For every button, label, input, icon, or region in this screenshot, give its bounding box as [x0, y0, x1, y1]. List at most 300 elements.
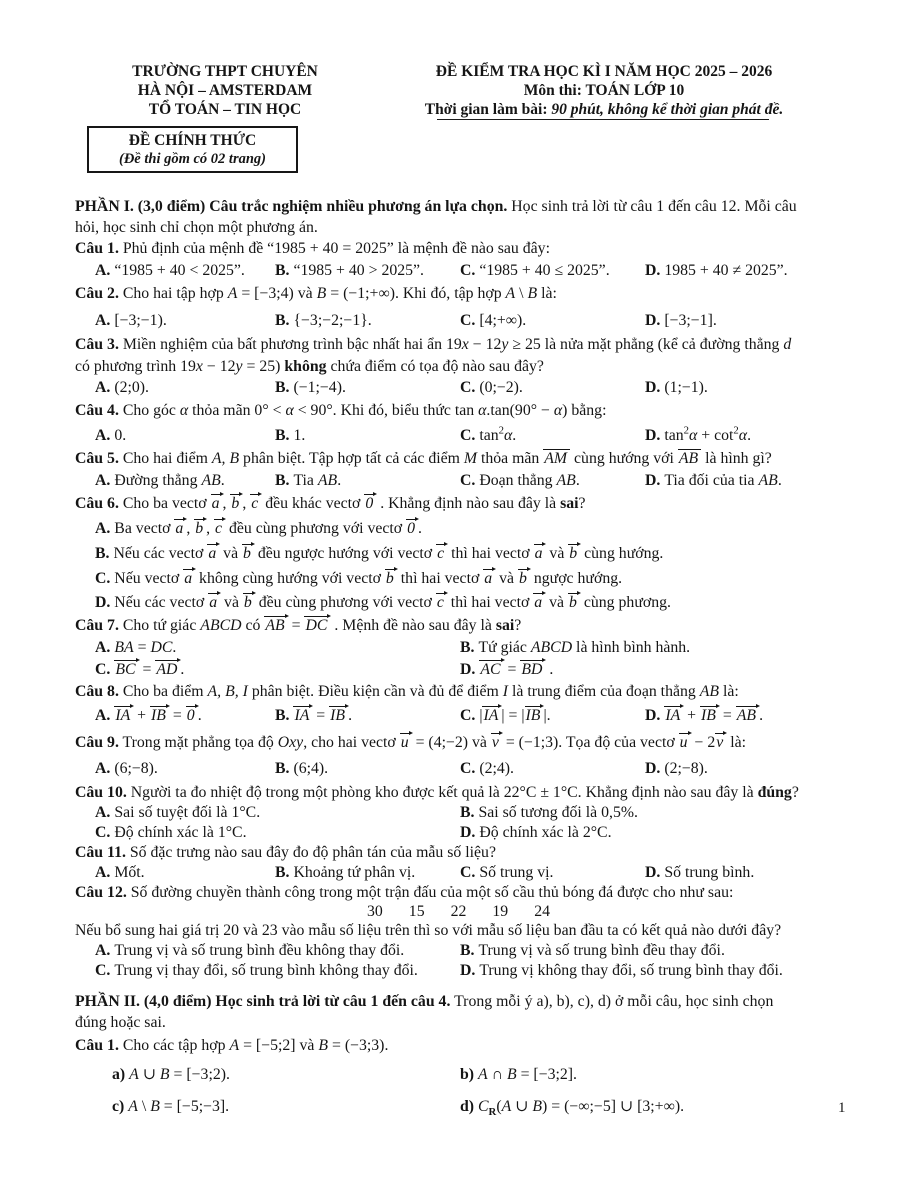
text-segment: (6;−8).	[114, 760, 158, 777]
text-segment: thì hai vectơ	[447, 545, 534, 562]
text-segment: .	[180, 661, 185, 678]
q4-options	[75, 423, 846, 448]
text-segment: là:	[726, 734, 747, 751]
text-segment: b	[518, 569, 530, 587]
text-segment: C	[478, 1098, 489, 1115]
school-name-line1: TRƯỜNG THPT CHUYÊN	[132, 63, 318, 80]
text-segment: là:	[719, 683, 739, 700]
data-value: 30	[367, 903, 383, 920]
text-segment: BA	[114, 639, 134, 656]
text-segment: (	[496, 1098, 502, 1115]
text-segment: B.	[275, 864, 294, 881]
option-cell	[275, 377, 460, 398]
option-cell	[95, 307, 275, 334]
text-segment: a	[208, 593, 220, 611]
text-segment: Cho tứ giác	[118, 617, 201, 634]
part2-intro-line2	[75, 1012, 846, 1033]
text-segment: α	[478, 402, 487, 419]
text-segment: Cho hai tập hợp	[118, 285, 228, 302]
exam-title: ĐỀ KIỂM TRA HỌC KÌ I NĂM HỌC 2025 – 2026	[435, 63, 773, 80]
text-segment: D.	[95, 594, 111, 611]
text-segment: a	[207, 544, 219, 562]
text-segment: IA	[664, 706, 683, 724]
text-segment: =	[133, 639, 151, 656]
option-cell	[275, 470, 460, 492]
text-segment: + cot	[697, 427, 734, 444]
text-segment: PHẦN II. (4,0 điểm) Học sinh trả lời từ câu 1 đến câu 4.	[75, 993, 451, 1010]
text-segment: Cho ba vectơ	[118, 495, 211, 512]
text-segment: Trong mặt phẳng tọa độ	[118, 734, 278, 751]
document-body	[75, 196, 846, 1123]
text-segment: ABCD	[530, 639, 573, 656]
option-cell	[460, 470, 645, 492]
text-segment: .	[759, 707, 764, 724]
text-segment: A.	[95, 804, 115, 821]
text-segment: 0	[406, 519, 418, 537]
official-exam-subtitle: (Đề thi gồm có 02 trang)	[118, 151, 266, 167]
text-segment: hỏi, học sinh chỉ chọn một phương án.	[75, 219, 318, 236]
q12-options-cd	[75, 961, 846, 981]
text-segment: B	[318, 1037, 329, 1054]
text-segment: 2	[733, 424, 739, 437]
text-segment: ,	[186, 520, 195, 537]
text-segment: Câu 1.	[75, 240, 119, 257]
text-segment: y	[501, 336, 509, 353]
text-segment: b	[194, 519, 206, 537]
text-segment: có phương trình 19	[75, 358, 196, 375]
q2-options	[75, 307, 846, 334]
p2-q1-stem	[75, 1033, 846, 1059]
text-segment: |	[479, 707, 483, 724]
text-segment: AB	[317, 472, 338, 489]
option-cell	[95, 377, 275, 398]
text-segment: .	[418, 520, 422, 537]
text-segment: Miền nghiệm của bất phương trình bậc nhất hai ẩn 19	[118, 336, 462, 353]
q7-options-ab	[75, 637, 846, 659]
text-segment: B.	[275, 760, 294, 777]
q8-stem	[75, 681, 846, 703]
text-segment: c	[214, 519, 225, 537]
text-segment: không	[284, 358, 327, 375]
text-segment: Cho góc	[118, 402, 180, 419]
q9-stem	[75, 729, 846, 756]
text-segment: C.	[460, 312, 480, 329]
text-segment: \	[137, 1098, 151, 1115]
text-segment: 0	[186, 706, 198, 724]
text-segment: Câu 2.	[75, 285, 119, 302]
text-segment: − 2	[690, 734, 716, 751]
text-segment: A.	[95, 864, 115, 881]
text-segment: D.	[460, 824, 480, 841]
text-segment: .	[197, 707, 202, 724]
text-segment: D.	[645, 760, 665, 777]
q8-options	[75, 703, 846, 729]
text-segment: đúng hoặc sai.	[75, 1014, 166, 1031]
text-segment: = (4;−2) và	[411, 734, 491, 751]
official-exam-title: ĐỀ CHÍNH THỨC	[128, 132, 257, 149]
text-segment: b	[230, 494, 242, 512]
option-cell	[460, 803, 846, 823]
q6-option-a	[75, 516, 846, 541]
text-segment: .	[545, 661, 554, 678]
q2-stem	[75, 281, 846, 307]
text-segment: = 25)	[242, 358, 285, 375]
option-cell	[112, 1091, 460, 1123]
text-segment: α	[179, 402, 189, 419]
official-exam-box	[87, 126, 298, 173]
text-segment: B	[316, 285, 327, 302]
text-segment: Cho ba điểm	[118, 683, 208, 700]
text-segment: .	[220, 472, 225, 489]
text-segment: A.	[95, 520, 111, 537]
text-segment: cùng hướng.	[580, 545, 664, 562]
text-segment: Độ chính xác là 2°C.	[479, 824, 612, 841]
text-segment: phân biệt. Điều kiện cần và đủ để điểm	[247, 683, 503, 700]
q12-options-ab	[75, 941, 846, 961]
q3-stem-line1	[75, 334, 846, 356]
text-segment: b)	[460, 1066, 478, 1083]
text-segment: .	[575, 472, 580, 489]
q10-stem	[75, 782, 846, 803]
text-segment: Độ chính xác là 1°C.	[114, 824, 247, 841]
text-segment: D.	[645, 472, 665, 489]
q7-options-cd	[75, 659, 846, 681]
text-segment: Đoạn thẳng	[479, 472, 557, 489]
q1-stem	[75, 238, 846, 260]
text-segment: B	[527, 285, 538, 302]
option-cell	[460, 1091, 846, 1123]
text-segment: C.	[460, 262, 480, 279]
text-segment: =	[312, 707, 330, 724]
text-segment: IB	[329, 706, 348, 724]
text-segment: v	[715, 733, 726, 751]
option-cell	[645, 470, 846, 492]
text-segment: =	[287, 617, 305, 634]
text-segment: A.	[95, 312, 115, 329]
text-segment: và	[219, 545, 243, 562]
text-segment: B	[506, 1066, 517, 1083]
text-segment: < 90°. Khi đó, biểu thức tan	[293, 402, 479, 419]
text-segment: B.	[460, 804, 479, 821]
q12-note	[75, 921, 846, 941]
option-cell	[460, 377, 645, 398]
option-cell	[460, 941, 846, 961]
text-segment: [4;+∞).	[479, 312, 527, 329]
part1-intro-line2	[75, 217, 846, 238]
text-segment: A	[505, 285, 516, 302]
text-segment: AM	[543, 449, 570, 467]
text-segment: ngược hướng.	[529, 570, 623, 587]
option-cell	[460, 703, 645, 729]
text-segment: 1985 + 40 ≠ 2025”.	[664, 262, 788, 279]
text-segment: A, B	[211, 450, 240, 467]
text-segment: v	[491, 733, 502, 751]
text-segment: AC	[479, 660, 503, 678]
text-segment: Câu 11.	[75, 844, 126, 861]
text-segment: 0.	[114, 427, 127, 444]
text-segment: = [−3;4) và	[237, 285, 317, 302]
text-segment: .	[337, 472, 342, 489]
text-segment: A.	[95, 472, 115, 489]
text-segment: C.	[460, 472, 480, 489]
text-segment: đúng	[757, 784, 792, 801]
q6-option-b	[75, 541, 846, 566]
text-segment: sai	[560, 495, 579, 512]
text-segment: 2	[683, 424, 689, 437]
text-segment: A	[501, 1098, 512, 1115]
text-segment: = [−5;−3].	[159, 1098, 230, 1115]
text-segment: a	[533, 593, 545, 611]
text-segment: D.	[645, 427, 665, 444]
text-segment: B.	[95, 545, 110, 562]
text-segment: b	[568, 593, 580, 611]
text-segment: ABCD	[200, 617, 242, 634]
text-segment: A.	[95, 639, 115, 656]
text-segment: Câu 12.	[75, 884, 127, 901]
text-segment: A.	[95, 427, 115, 444]
text-segment: AB	[758, 472, 778, 489]
text-segment: ,	[206, 520, 215, 537]
text-segment: C.	[460, 760, 480, 777]
option-cell	[645, 260, 846, 281]
text-segment: IB	[150, 706, 169, 724]
text-segment: là:	[537, 285, 557, 302]
text-segment: Cho các tập hợp	[118, 1037, 230, 1054]
text-segment: (2;0).	[114, 379, 149, 396]
text-segment: B	[150, 1098, 160, 1115]
text-segment: c	[436, 544, 447, 562]
text-segment: α	[285, 402, 294, 419]
text-segment: và	[220, 594, 243, 611]
option-cell	[95, 803, 460, 823]
text-segment: C.	[95, 570, 111, 587]
q5-options	[75, 470, 846, 492]
q12-data-values	[75, 903, 846, 921]
q5-stem	[75, 448, 846, 470]
q11-stem	[75, 843, 846, 863]
text-segment: DC	[304, 616, 330, 634]
text-segment: Trung vị và số trung bình đều không thay đổi.	[114, 942, 405, 959]
text-segment: d)	[460, 1098, 478, 1115]
text-segment: .	[512, 427, 517, 444]
text-segment: Oxy	[277, 734, 304, 751]
text-segment: Số đường chuyền thành công trong một trận đấu của một số cầu thủ bóng đá được cho như sau:	[126, 884, 734, 901]
text-segment: là trung điểm của đoạn thẳng	[508, 683, 700, 700]
option-cell	[95, 260, 275, 281]
data-value: 22	[450, 903, 467, 920]
text-segment: u	[400, 733, 412, 751]
text-segment: A, B, I	[207, 683, 248, 700]
text-segment: =	[168, 707, 186, 724]
text-segment: Mốt.	[114, 864, 145, 881]
text-segment: đều cùng phương với vectơ	[225, 520, 407, 537]
option-cell	[460, 637, 846, 659]
text-segment: A	[128, 1098, 138, 1115]
q3-stem-line2	[75, 356, 846, 377]
option-cell	[460, 823, 846, 843]
text-segment: Câu 1.	[75, 1037, 119, 1054]
text-segment: IA	[482, 706, 501, 724]
text-segment: {−3;−2;−1}.	[293, 312, 372, 329]
text-segment: A	[129, 1066, 139, 1083]
data-value: 15	[408, 903, 425, 920]
text-segment: B	[532, 1098, 543, 1115]
text-segment: C.	[95, 962, 115, 979]
text-segment: (2;−8).	[664, 760, 708, 777]
text-segment: và	[545, 594, 569, 611]
text-segment: ∩	[487, 1066, 507, 1083]
text-segment: B.	[460, 942, 479, 959]
text-segment: “1985 + 40 > 2025”.	[293, 262, 425, 279]
text-segment: Câu 7.	[75, 617, 119, 634]
text-segment: B.	[275, 472, 294, 489]
text-segment: x	[461, 336, 469, 353]
text-segment: C.	[460, 707, 480, 724]
text-segment: không cùng hướng với vectơ	[195, 570, 385, 587]
option-cell	[645, 377, 846, 398]
text-segment: ?	[514, 617, 522, 634]
text-segment: M	[463, 450, 478, 467]
q4-stem	[75, 398, 846, 423]
text-segment: = (−3;3).	[328, 1037, 389, 1054]
text-segment: |.	[543, 707, 551, 724]
text-segment: c)	[112, 1098, 129, 1115]
text-segment: IB	[700, 706, 719, 724]
option-cell	[95, 703, 275, 729]
q6-stem	[75, 492, 846, 516]
text-segment: A	[227, 285, 238, 302]
text-segment: α	[504, 427, 513, 444]
text-segment: A	[229, 1037, 240, 1054]
text-segment: .	[348, 707, 353, 724]
text-segment: đều ngược hướng với vectơ	[253, 545, 437, 562]
text-segment: b	[243, 593, 255, 611]
text-segment: ?	[791, 784, 799, 801]
text-segment: cùng hướng với	[570, 450, 678, 467]
text-segment: Nếu các vectơ	[109, 545, 208, 562]
text-segment: AD	[155, 660, 180, 678]
text-segment: − 12	[468, 336, 502, 353]
text-segment: Câu 6.	[75, 495, 119, 512]
text-segment: A.	[95, 262, 115, 279]
p2-q1-options-cd	[75, 1091, 846, 1123]
exam-time-line	[356, 100, 852, 119]
text-segment: tan	[664, 427, 684, 444]
text-segment: AB	[678, 449, 701, 467]
text-segment: thì hai vectơ	[446, 594, 534, 611]
text-segment: DC	[150, 639, 173, 656]
text-segment: D.	[645, 379, 665, 396]
text-segment: B	[159, 1066, 170, 1083]
text-segment: D.	[645, 312, 665, 329]
text-segment: C.	[95, 824, 115, 841]
text-segment: (1;−1).	[664, 379, 708, 396]
text-segment: Người ta đo nhiệt độ trong một phòng kho được kết quả là 22°C ± 1°C. Khẳng định nào sau đây là	[126, 784, 758, 801]
text-segment: (6;4).	[293, 760, 329, 777]
text-segment: a	[483, 569, 495, 587]
text-segment: IA	[114, 706, 133, 724]
text-segment: = (−1;+∞). Khi đó, tập hợp	[326, 285, 506, 302]
option-cell	[460, 756, 645, 782]
text-segment: Nếu bổ sung hai giá trị 20 và 23 vào mẫu số liệu trên thì so với mẫu số liệu ban đầu ta có kết quả nào dưới đây?	[75, 922, 782, 939]
text-segment: a)	[112, 1066, 130, 1083]
text-segment: C.	[460, 427, 480, 444]
text-segment: .tan(90° −	[486, 402, 554, 419]
part2-intro-line1	[75, 991, 846, 1012]
text-segment: Nếu các vectơ	[110, 594, 209, 611]
text-segment: b	[385, 569, 397, 587]
option-cell	[95, 961, 460, 981]
text-segment: có	[241, 617, 265, 634]
text-segment: b	[568, 544, 580, 562]
text-segment: y	[235, 358, 243, 375]
text-segment: x	[195, 358, 203, 375]
text-segment: Trung vị không thay đổi, số trung bình thay đổi.	[479, 962, 783, 979]
data-value: 19	[492, 903, 509, 920]
text-segment: Trong mỗi ý a), b), c), d) ở mỗi câu, học sinh chọn	[450, 993, 774, 1010]
text-segment: a	[534, 544, 546, 562]
text-segment: =	[138, 661, 156, 678]
option-cell	[460, 659, 846, 681]
option-cell	[275, 260, 460, 281]
text-segment: B.	[460, 639, 479, 656]
text-segment: Ba vectơ	[110, 520, 175, 537]
text-segment: A.	[95, 707, 115, 724]
text-segment: Câu 8.	[75, 683, 119, 700]
q11-options	[75, 863, 846, 883]
exam-subject: Môn thi: TOÁN LỚP 10	[523, 82, 685, 99]
text-segment: IA	[293, 706, 312, 724]
text-segment: IB	[525, 706, 544, 724]
text-segment: .	[172, 639, 177, 656]
text-segment: D.	[460, 661, 480, 678]
text-segment: [−3;−1].	[664, 312, 717, 329]
text-segment: A.	[95, 942, 115, 959]
text-segment: +	[133, 707, 151, 724]
q3-options	[75, 377, 846, 398]
option-cell	[645, 756, 846, 782]
text-segment: 1.	[293, 427, 306, 444]
text-segment: Trung vị và số trung bình đều thay đổi.	[478, 942, 725, 959]
option-cell	[112, 1059, 460, 1091]
text-segment: “1985 + 40 < 2025”.	[114, 262, 245, 279]
page-number: 1	[838, 1100, 846, 1116]
text-segment: đều cùng phương với vectơ	[254, 594, 436, 611]
option-cell	[645, 307, 846, 334]
p2-q1-options-ab	[75, 1059, 846, 1091]
text-segment: Câu 4.	[75, 402, 119, 419]
text-segment: là hình gì?	[701, 450, 772, 467]
text-segment: Câu 3.	[75, 336, 119, 353]
text-segment: I	[502, 683, 509, 700]
option-cell	[460, 423, 645, 448]
text-segment: C.	[95, 661, 115, 678]
text-segment: b	[242, 544, 254, 562]
text-segment: cùng phương.	[579, 594, 671, 611]
text-segment: thỏa mãn	[477, 450, 544, 467]
text-segment: Sai số tuyệt đối là 1°C.	[114, 804, 261, 821]
text-segment: d	[783, 336, 792, 353]
exam-time-label: Thời gian làm bài:	[424, 101, 552, 118]
text-segment: ,	[222, 495, 231, 512]
text-segment: α	[738, 427, 748, 444]
text-segment: Khoảng tứ phân vị.	[293, 864, 416, 881]
option-cell	[275, 307, 460, 334]
option-cell	[275, 863, 460, 883]
option-cell	[645, 423, 846, 448]
q12-stem	[75, 883, 846, 903]
text-segment: Tia	[293, 472, 318, 489]
